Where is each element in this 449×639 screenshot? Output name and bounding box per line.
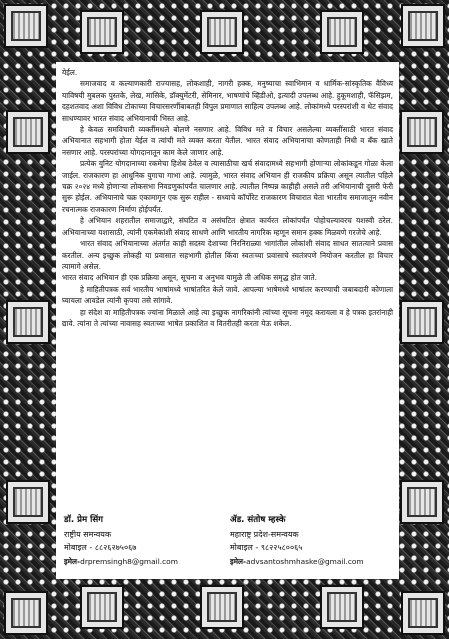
paragraph: भारत संवाद अभियान ही एक प्रक्रिया असून, सूचना व अनुभव यामुळे ती अधिक समृद्ध होत जाते. xyxy=(62,273,317,283)
border-ornament xyxy=(80,10,124,54)
border-ornament xyxy=(80,585,124,629)
signatory-email-line xyxy=(64,555,178,569)
signatory-email: drpremsingh8@gmail.com xyxy=(80,556,178,566)
signatory-name: ॲड. संतोष म्हस्के xyxy=(230,515,286,525)
border-ornament xyxy=(320,10,364,54)
signatory-title: महाराष्ट्र प्रदेश-समन्वयक xyxy=(230,529,299,539)
border-ornament xyxy=(200,10,244,54)
signatory-title: राष्ट्रीय समन्वयक xyxy=(64,529,112,539)
letter-body xyxy=(56,62,399,510)
signatory-right xyxy=(230,514,364,568)
signatory-email: advsantoshmhaske@gmail.com xyxy=(246,556,364,566)
border-ornament xyxy=(400,110,444,154)
email-label: इमेल- xyxy=(64,556,81,566)
paragraph: हे अभियान शहरातील समाजाद्वारे, संघटित व असंघटित क्षेत्रात कार्यरत लोकांपर्यंत पोहोचल्यावरच यशस्वी ठरेल. अभियानाच्या यशासाठी, त्यांनी एकमेकांशी संवाद साधणे आणि भारतीय नागरिक म्हणून समान हक्क मिळवणे गरजेचे आहे. xyxy=(62,216,393,237)
paragraph: हे माहितीपत्रक सर्व भारतीय भाषांमध्ये भाषांतरित केले जावे. आपल्या भाषेमध्ये भाषांतर करण्याची जबाबदारी कोणाला घ्यायला आवडेल त्यांनी कृपया तसे सांगावे. xyxy=(62,284,393,306)
paragraph: येईल. xyxy=(62,68,78,77)
paragraph: प्रत्येक युनिट योगदानाच्या रकमेचा हिशेब ठेवेल व त्यासाठीचा खर्च संवादामध्ये सहभागी होणाऱ्या लोकांकडून गोळा केला जाईल. राजकारण हा आधुनिक युगाचा गाभा आहे. त्यामुळे, भारत संवाद अभियान ही राजकीय प्रक्रिया असून त्यातील पहिले चक्र २०२४ मध्ये होणाऱ्या लोकसभा निवडणुकांपर्यंत चालणार आहे. त्यातील निष्पन्न काहीही असले तरी अभियानाची दुसरी फेरी सुरू होईल. अभियानाचे चक्र एकामागून एक सुरू राहील - सध्याचे कॉर्पोरेट राजकारण विचारात घेता भारतीय समाजातून नवीन रचनात्मक राजकारण निर्माण होईपर्यंत. xyxy=(62,159,393,214)
border-ornament xyxy=(200,585,244,629)
signatory-email-line xyxy=(230,555,364,569)
signatory-left xyxy=(64,514,178,568)
border-ornament xyxy=(401,591,445,635)
signatory-name: डॉ. प्रेम सिंग xyxy=(64,515,103,525)
paragraph: हे केवळ समविचारी व्यक्तींमधले बोलणे नसणार आहे. विविध मते व विचार असलेल्या व्यक्तींसाठी भारत संवाद अभियानात सहभागी होता येईल व त्यांची मते व्यक्त करता येतील. भारत संवाद अभियानाचा कोणताही निधी व बँक खाते नसणार आहे. परस्परांच्या योगदानातून काम केले जाणार आहे. xyxy=(62,125,393,157)
border-ornament xyxy=(400,300,444,344)
border-ornament xyxy=(320,585,364,629)
email-label: इमेल- xyxy=(230,556,247,566)
signatory-mobile: मोबाइल - ९८२२५८००६५ xyxy=(230,543,303,552)
border-ornament xyxy=(6,480,50,524)
border-ornament xyxy=(401,4,445,48)
border-ornament xyxy=(4,591,48,635)
border-ornament xyxy=(4,4,48,48)
border-ornament xyxy=(6,110,50,154)
signatory-mobile: मोबाइल - ८८२६२७५०६७ xyxy=(64,543,137,552)
paragraph: हा संदेश वा माहितीपत्रक ज्यांना मिळाले आहे त्या इच्छुक नागरिकांनी त्यांच्या सूचना नमूद करायला व हे पत्रक इतरांनाही द्यावे. त्यांना ते त्यांच्या नावासह स्वतःच्या भाषेत प्रकाशित व वितरीतही करता येऊ शकेल. xyxy=(62,307,393,328)
border-ornament xyxy=(6,300,50,344)
paragraph: भारत संवाद अभियानाच्या अंतर्गत काही सदस्य देशाच्या निरनिराळ्या भागांतील लोकांशी संवाद साधत सातत्याने प्रवास करतील. अन्य इच्छुक लोकही या प्रवासात सहभागी होतील किंवा स्वतःच्या प्रवासाचे स्वतंत्रपणे नियोजन करतील हा विचार त्यामागे असेल. xyxy=(62,239,393,271)
border-ornament xyxy=(400,480,444,524)
signature-block xyxy=(56,510,399,579)
paragraph: समाजवाद व कल्याणकारी राज्यासह, लोकशाही, नागरी हक्क, मनुष्याचा स्वाभिमान व धार्मिक-सांस्कृतिक वैविध्य याविषयी मुबलक पुस्तके, लेख, मासिके, डॉक्युमेंटरी, सेमिनार, भाषणांचे व्हिडीओ, इत्यादी उपलब्ध आहे. हुकूमशाही, फॅसिझम, दहशतवाद अशा विविध टोकाच्या विचारसरणींबाबतही विपुल प्रमाणात साहित्य उपलब्ध आहे. लोकांमध्ये परस्परांशी व थेट संवाद साधण्यावर भारत संवाद अभियानाची भिस्त आहे. xyxy=(62,79,393,123)
